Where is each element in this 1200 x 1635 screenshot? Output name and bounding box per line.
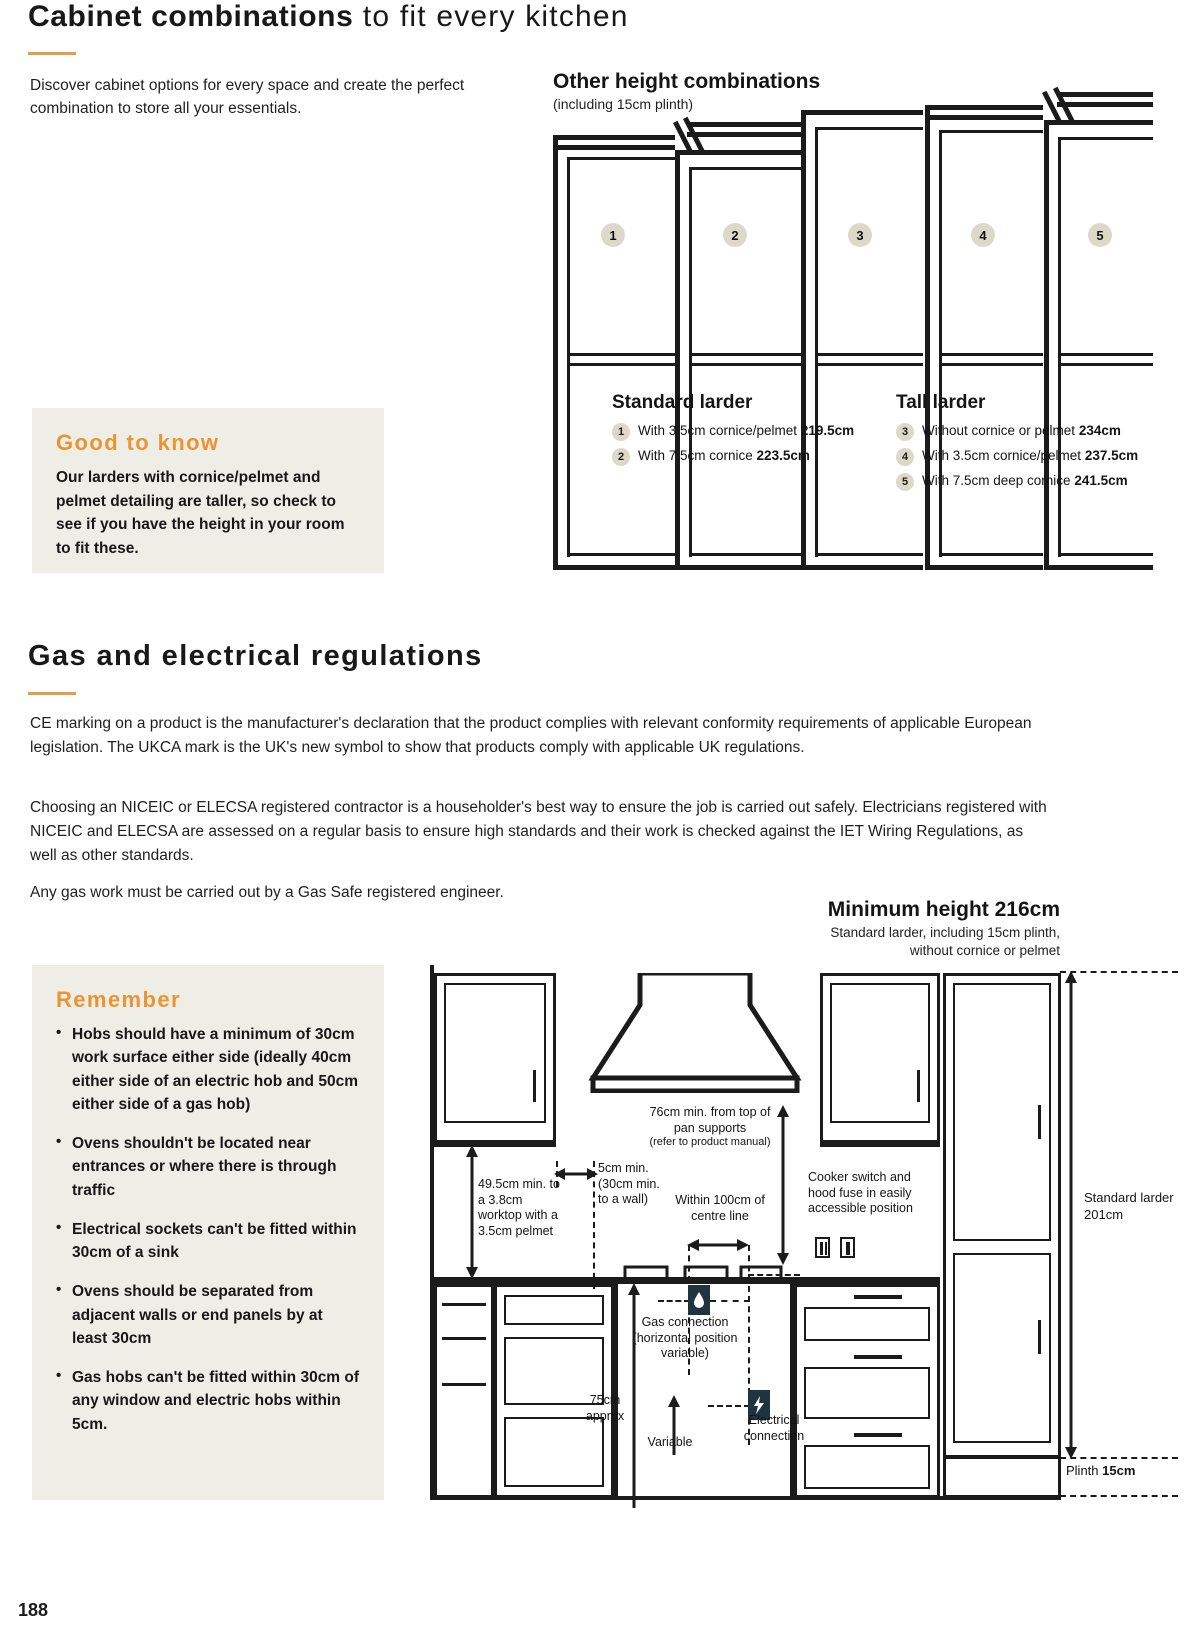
list-item: • Electrical sockets can't be fitted within 30cm of a sink [56, 1218, 360, 1265]
min-height-subtitle [700, 924, 1060, 960]
wall-gap-label: 5cm min. (30cm min. to a wall) [598, 1161, 660, 1207]
floor-line [430, 1496, 1061, 1500]
legend-row [896, 447, 1146, 466]
larder-badge-3: 3 [848, 223, 872, 247]
paragraph-niceic: Choosing an NICEIC or ELECSA registered contractor is a householder's best way to ensure the job is carried out safely. Electricians registered with NICEIC and ELECSA are assessed on a regular basis to ensure high standards and their work is checked against the IET Wiring Regulations, as well as other standards. [30, 799, 1047, 865]
standard-larder-height-arrow [1063, 971, 1079, 1459]
remember-list [56, 1023, 360, 1436]
larder-badge-1: 1 [601, 223, 625, 247]
legend-row [896, 422, 1146, 441]
standard-larder-height-label: Standard larder 201cm [1084, 1190, 1174, 1222]
legend-number: 5 [896, 473, 914, 491]
oven-door-middle [804, 1367, 930, 1419]
legend-number: 2 [612, 448, 630, 466]
list-item: • Gas hobs can't be fitted within 30cm of any window and electric hobs within 5cm. [56, 1366, 360, 1436]
centre-line-label: Within 100cm of centre line [675, 1193, 765, 1223]
base-cabinet-narrow-line1 [442, 1303, 486, 1306]
min-height-title: Minimum height 216cm [827, 898, 1060, 921]
hood-height-arrow [775, 1105, 791, 1265]
list-item: • Ovens shouldn't be located near entrances or where there is through traffic [56, 1132, 360, 1202]
min-height-subtitle-line1: Standard larder, including 15cm plinth, [830, 925, 1060, 940]
oven-handle-middle [854, 1355, 902, 1359]
base-cabinet-narrow [434, 1284, 494, 1498]
cooker-switch-icon [815, 1237, 830, 1258]
page-title-light: to fit every kitchen [353, 0, 629, 33]
gas-connection-label: Gas connection (horizontal position variable) [632, 1315, 738, 1361]
intro-text: Discover cabinet options for every space and create the perfect combination to store all your essentials. [30, 77, 465, 118]
legend-number: 4 [896, 448, 914, 466]
base-cabinet-narrow-line3 [442, 1383, 486, 1386]
good-to-know-heading: Good to know [56, 430, 220, 455]
cabinet-divider-right [790, 1284, 794, 1498]
worktop-clearance-label: 49.5cm min. to a 3.8cm worktop with a 3.5cm pelmet [478, 1177, 560, 1238]
tall-larder-upper-door [953, 983, 1051, 1241]
tall-larder-lower-door [953, 1253, 1051, 1443]
centre-line-arrow [687, 1238, 749, 1252]
cooker-switch-label: Cooker switch and hood fuse in easily accessible position [808, 1170, 913, 1216]
legend-row [896, 472, 1146, 491]
oven-door-top [804, 1307, 930, 1341]
legend-standard-heading: Standard larder [612, 392, 753, 413]
drawer-top [504, 1295, 604, 1325]
wall-cabinet-right-base [820, 1143, 940, 1147]
legend-standard-larder [612, 392, 862, 472]
variable-label: Variable [647, 1435, 693, 1449]
legend-label: With 3.5cm cornice/pelmet 237.5cm [922, 448, 1139, 463]
base-cabinet-narrow-line2 [442, 1337, 486, 1340]
legend-number: 1 [612, 423, 630, 441]
min-height-subtitle-line2: without cornice or pelmet [909, 943, 1060, 959]
drawer-bottom [504, 1417, 604, 1487]
oven-door-bottom [804, 1445, 930, 1489]
oven-handle-top [854, 1295, 902, 1299]
worktop-height-75-label: 75cm approx [585, 1393, 625, 1423]
larder-badge-5: 5 [1088, 223, 1112, 247]
wall-cabinet-left-handle [533, 1070, 536, 1102]
legend-tall-heading: Tall larder [896, 392, 986, 413]
hood-height-label: 76cm min. from top of pan supports (refer to product manual) [649, 1105, 771, 1149]
wall-cabinet-right-handle [917, 1070, 920, 1102]
kitchen-elevation-diagram [430, 965, 1190, 1500]
cabinet-divider-left [614, 1284, 618, 1498]
page-title-bold: Cabinet combinations [28, 0, 354, 33]
gas-flame-icon [688, 1285, 710, 1315]
other-heights-subtitle: (including 15cm plinth) [553, 96, 694, 112]
page-number: 188 [18, 1600, 49, 1620]
legend-label: With 3.5cm cornice/pelmet 219.5cm [638, 423, 855, 438]
legend-row [612, 447, 862, 466]
floor-dash [1060, 1495, 1178, 1497]
section-title-gas-electrical: Gas and electrical regulations [28, 640, 483, 672]
larder-badge-2: 2 [723, 223, 747, 247]
list-item: • Ovens should be separated from adjacent walls or end panels by at least 30cm [56, 1280, 360, 1350]
tall-larder-handle-upper [1038, 1105, 1041, 1139]
legend-number: 3 [896, 423, 914, 441]
tall-larder-plinth-top [943, 1455, 1061, 1459]
paragraph-ce-marking: CE marking on a product is the manufacturer's declaration that the product complies with relevant conformity requirements of applicable European legislation. The UKCA mark is the UK's new symbol to show that products comply with applicable UK regulations. [30, 715, 1032, 757]
page-title [28, 0, 629, 34]
hood-dash-to-worktop [748, 1274, 800, 1276]
legend-row [612, 422, 862, 441]
other-heights-title: Other height combinations [553, 70, 821, 93]
legend-label: Without cornice or pelmet 234cm [922, 423, 1121, 438]
tall-larder-handle-lower [1038, 1320, 1041, 1354]
hood-fuse-icon [840, 1237, 855, 1258]
wall-cabinet-right-door [830, 983, 930, 1123]
gas-dash-right [710, 1300, 750, 1302]
paragraph-gas-safe: Any gas work must be carried out by a Gas Safe registered engineer. [30, 884, 504, 901]
title-accent-rule [28, 52, 76, 55]
electrical-dash-left [708, 1405, 750, 1407]
larder-height-diagram [553, 105, 1153, 575]
gas-dash-left [658, 1300, 690, 1302]
larder-badge-4: 4 [971, 223, 995, 247]
legend-tall-larder [896, 392, 1146, 497]
legend-label: With 7.5cm deep cornice 241.5cm [922, 473, 1128, 488]
good-to-know-box [32, 408, 384, 573]
good-to-know-body: Our larders with cornice/pelmet and pelmet detailing are taller, so check to see if you have the height in your room to fit these. [56, 469, 345, 557]
oven-handle-bottom [854, 1433, 902, 1437]
electrical-connection-label: Electrical connection [743, 1413, 805, 1443]
wall-cabinet-left-base [434, 1143, 556, 1147]
plinth-label: Plinth 15cm [1066, 1463, 1136, 1478]
section-accent-rule [28, 692, 76, 695]
wall-cabinet-left-door [444, 983, 546, 1123]
remember-heading: Remember [56, 987, 181, 1012]
remember-box [32, 965, 384, 1500]
list-item: • Hobs should have a minimum of 30cm work surface either side (ideally 40cm either side of an electric hob and 50cm either side of a gas hob) [56, 1023, 360, 1116]
wall-gap-arrow [554, 1167, 598, 1181]
legend-label: With 7.5cm cornice 223.5cm [638, 448, 810, 463]
